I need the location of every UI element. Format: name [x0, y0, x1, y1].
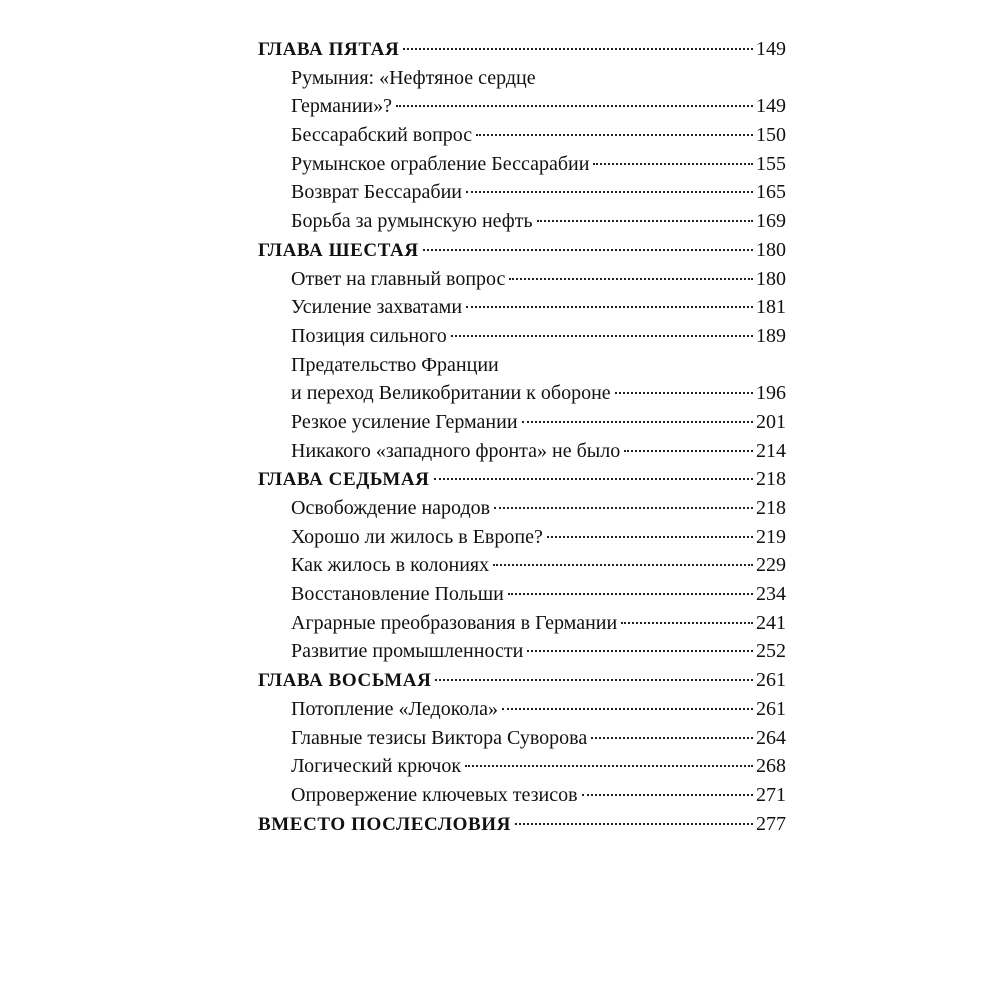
toc-entry — [258, 609, 786, 638]
toc-entry-title: ВМЕСТО ПОСЛЕСЛОВИЯ — [258, 813, 511, 835]
toc-chapter-5 — [258, 35, 786, 64]
toc-page-number: 271 — [756, 783, 786, 806]
toc-entry-title: Позиция сильного — [291, 324, 447, 347]
toc-page-number: 149 — [756, 38, 786, 60]
toc-page-number: 241 — [756, 611, 786, 634]
toc-entry-title: Хорошо ли жилось в Европе? — [291, 525, 543, 548]
toc-entry — [258, 637, 786, 666]
toc-entry-title: Румынское ограбление Бессарабии — [291, 152, 590, 175]
toc-entry-title: ГЛАВА ВОСЬМАЯ — [258, 670, 432, 692]
dot-leader — [396, 105, 753, 107]
toc-entry — [258, 207, 786, 236]
toc-entry-title: Борьба за румынскую нефть — [291, 210, 533, 233]
dot-leader — [515, 823, 753, 825]
dot-leader — [615, 392, 753, 394]
toc-entry-title: Предательство Франции — [291, 353, 499, 376]
toc-entry — [258, 580, 786, 609]
toc-page-number: 219 — [756, 525, 786, 548]
toc-entry-title: Резкое усиление Германии — [291, 410, 518, 433]
toc-chapter-7 — [258, 465, 786, 494]
toc-entry — [258, 379, 786, 408]
toc-entry — [258, 351, 786, 380]
toc-entry-title: Бессарабский вопрос — [291, 124, 473, 147]
toc-entry — [258, 781, 786, 810]
toc-entry — [258, 437, 786, 466]
toc-entry — [258, 408, 786, 437]
toc-page-number: 261 — [756, 669, 786, 692]
dot-leader — [591, 737, 753, 739]
toc-page-number: 277 — [756, 812, 786, 835]
toc-entry — [258, 752, 786, 781]
toc-entry-title: ГЛАВА ШЕСТАЯ — [258, 239, 419, 261]
toc-page-number: 234 — [756, 583, 786, 606]
dot-leader — [624, 450, 753, 452]
table-of-contents — [258, 35, 786, 838]
toc-entry-title: ГЛАВА ПЯТАЯ — [258, 39, 400, 60]
dot-leader — [527, 650, 753, 652]
toc-entry-title: и переход Великобритании к обороне — [291, 382, 611, 405]
toc-afterword — [258, 810, 786, 839]
toc-entry-title: Развитие промышленности — [291, 640, 524, 663]
dot-leader — [502, 708, 753, 710]
toc-page-number: 264 — [756, 726, 786, 749]
dot-leader — [435, 679, 753, 681]
toc-entry-title: Восстановление Польши — [291, 583, 504, 606]
toc-entry — [258, 178, 786, 207]
toc-entry-title: Как жилось в колониях — [291, 554, 490, 577]
toc-entry-title: Возврат Бессарабии — [291, 181, 462, 204]
dot-leader — [466, 306, 753, 308]
dot-leader — [493, 564, 753, 566]
toc-page-number: 150 — [756, 124, 786, 147]
dot-leader — [403, 48, 753, 50]
toc-entry-title: Освобождение народов — [291, 497, 491, 519]
toc-entry-title: ГЛАВА СЕДЬМАЯ — [258, 469, 430, 491]
toc-entry — [258, 150, 786, 179]
toc-page-number: 218 — [756, 497, 786, 519]
toc-entry-title: Логический крючок — [291, 755, 462, 778]
toc-page-number: 189 — [756, 324, 786, 347]
dot-leader — [537, 220, 753, 222]
toc-page-number: 181 — [756, 296, 786, 319]
dot-leader — [423, 249, 753, 251]
toc-page-number: 201 — [756, 410, 786, 433]
dot-leader — [466, 191, 753, 193]
dot-leader — [547, 536, 753, 538]
toc-entry — [258, 523, 786, 552]
toc-page-number: 165 — [756, 181, 786, 204]
toc-chapter-8 — [258, 666, 786, 695]
toc-page-number: 180 — [756, 267, 786, 290]
toc-entry — [258, 265, 786, 294]
toc-page-number: 218 — [756, 468, 786, 491]
toc-entry-title: Главные тезисы Виктора Суворова — [291, 726, 588, 749]
dot-leader — [476, 134, 753, 136]
toc-page-number: 169 — [756, 210, 786, 233]
toc-entry-title: Никакого «западного фронта» не было — [291, 439, 621, 462]
toc-page-number: 261 — [756, 697, 786, 720]
dot-leader — [494, 507, 753, 509]
dot-leader — [593, 163, 753, 165]
toc-entry — [258, 64, 786, 93]
toc-entry-title: Потопление «Ледокола» — [291, 697, 499, 720]
toc-entry — [258, 121, 786, 150]
dot-leader — [508, 593, 753, 595]
toc-entry — [258, 322, 786, 351]
toc-entry-title: Усиление захватами — [291, 296, 463, 319]
toc-entry — [258, 551, 786, 580]
dot-leader — [434, 478, 754, 480]
toc-page-number: 268 — [756, 755, 786, 778]
dot-leader — [522, 421, 753, 423]
toc-page-number: 149 — [756, 95, 786, 118]
dot-leader — [451, 335, 753, 337]
toc-entry-title: Ответ на главный вопрос — [291, 267, 506, 290]
dot-leader — [465, 765, 753, 767]
toc-page-number: 196 — [756, 382, 786, 405]
toc-entry — [258, 494, 786, 523]
toc-entry-title: Аграрные преобразования в Германии — [291, 611, 618, 634]
dot-leader — [621, 622, 753, 624]
toc-page-number: 214 — [756, 439, 786, 462]
toc-entry-title: Германии»? — [291, 95, 392, 118]
toc-page-number: 155 — [756, 152, 786, 175]
toc-entry — [258, 724, 786, 753]
toc-page-number: 229 — [756, 554, 786, 577]
toc-entry — [258, 695, 786, 724]
toc-entry — [258, 92, 786, 121]
toc-page-number: 252 — [756, 640, 786, 663]
dot-leader — [509, 278, 753, 280]
toc-entry-title: Румыния: «Нефтяное сердце — [291, 66, 536, 89]
dot-leader — [582, 794, 753, 796]
toc-page-number: 180 — [756, 238, 786, 261]
toc-chapter-6 — [258, 236, 786, 265]
toc-entry — [258, 293, 786, 322]
toc-entry-title: Опровержение ключевых тезисов — [291, 783, 578, 806]
